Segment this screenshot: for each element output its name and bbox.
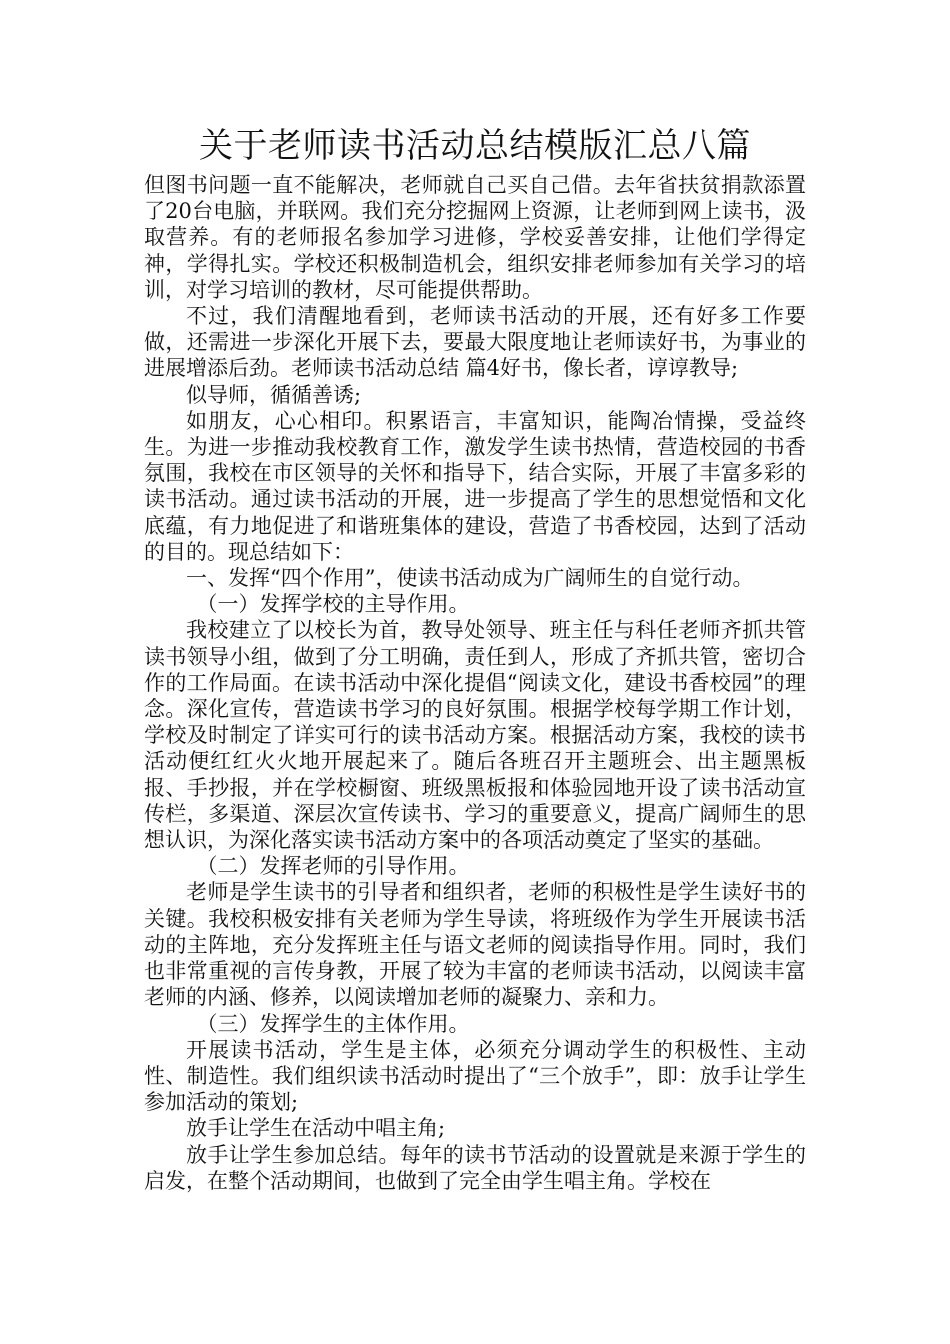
document-title: 关于老师读书活动总结模版汇总八篇: [199, 126, 751, 166]
document-paragraph: （二）发挥老师的引导作用。: [196, 854, 470, 879]
document-paragraph: 但图书问题一直不能解决，老师就自己买自己借。去年省扶贫捐款添置了20台电脑，并联网。我们充分挖掘网上资源，让老师到网上读书，汲取营养。有的老师报名参加学习进修，学校妥善安排，让他们学得定神，学得扎实。学校还积极制造机会，组织安排老师参加有关学习的培训，对学习培训的教材，尽可能提供帮助。: [144, 173, 806, 302]
document-paragraph: 我校建立了以校长为首，教导处领导、班主任与科任老师齐抓共管读书领导小组，做到了分工明确，责任到人，形成了齐抓共管，密切合作的工作局面。在读书活动中深化提倡“阅读文化，建设书香校园”的理念。深化宣传，营造读书学习的良好氛围。根据学校每学期工作计划，学校及时制定了详实可行的读书活动方案。根据活动方案，我校的读书活动便红红火火地开展起来了。随后各班召开主题班会、出主题黑板报、手抄报，并在学校橱窗、班级黑板报和体验园地开设了读书活动宣传栏，多渠道、深层次宣传读书、学习的重要意义，提高广阔师生的思想认识，为深化落实读书活动方案中的各项活动奠定了坚实的基础。: [144, 618, 806, 853]
document-paragraph: 开展读书活动，学生是主体，必须充分调动学生的积极性、主动性、制造性。我们组织读书活动时提出了“三个放手”，即：放手让学生参加活动的策划;: [144, 1037, 806, 1115]
document-paragraph: 似导师，循循善诱;: [186, 382, 362, 407]
document-paragraph: 一、发挥“四个作用”，使读书活动成为广阔师生的自觉行动。: [186, 566, 754, 591]
document-paragraph: 不过，我们清醒地看到，老师读书活动的开展，还有好多工作要做，还需进一步深化开展下去，要最大限度地让老师读好书，为事业的进展增添后劲。老师读书活动总结 篇4好书，像长者，谆谆教导;: [144, 304, 806, 381]
document-paragraph: （三）发挥学生的主体作用。: [196, 1011, 470, 1036]
document-paragraph: 放手让学生参加总结。每年的读书节活动的设置就是来源于学生的启发，在整个活动期间，也做到了完全由学生唱主角。学校在: [144, 1142, 806, 1193]
document-paragraph: 老师是学生读书的引导者和组织者，老师的积极性是学生读好书的关键。我校积极安排有关老师为学生导读，将班级作为学生开展读书活动的主阵地，充分发挥班主任与语文老师的阅读指导作用。同时，我们也非常重视的言传身教，开展了较为丰富的老师读书活动，以阅读丰富老师的内涵、修养，以阅读增加老师的凝聚力、亲和力。: [144, 880, 806, 1010]
document-paragraph: 如朋友，心心相印。积累语言，丰富知识，能陶冶情操，受益终生。为进一步推动我校教育工作，激发学生读书热情，营造校园的书香氛围，我校在市区领导的关怀和指导下，结合实际，开展了丰富多彩的读书活动。通过读书活动的开展，进一步提高了学生的思想觉悟和文化底蕴，有力地促进了和谐班集体的建设，营造了书香校园，达到了活动的目的。现总结如下：: [144, 408, 806, 564]
document-paragraph: 放手让学生在活动中唱主角;: [186, 1116, 446, 1141]
document-paragraph: （一）发挥学校的主导作用。: [196, 592, 470, 617]
document-body: [144, 172, 806, 1194]
